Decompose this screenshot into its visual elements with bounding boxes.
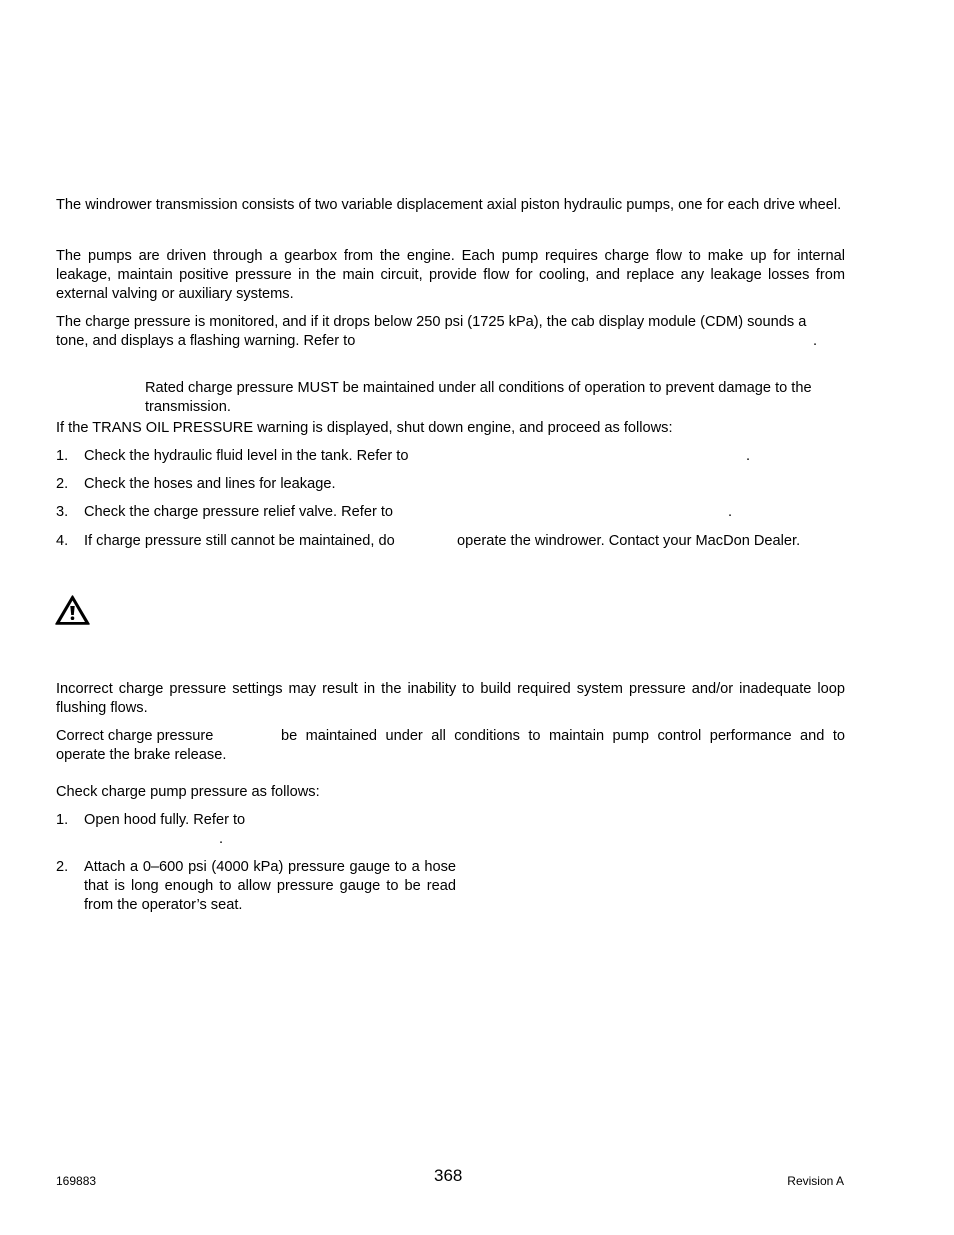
step-end: . [219,831,224,847]
note-text: Rated charge pressure MUST be maintained under all conditions of operation to prevent damage to the transmission. [145,380,812,415]
caution-paragraph-2: be maintained under all conditions to maintain pump control performance and to operate the brake release. [56,728,845,763]
warning-steps-intro: If the TRANS OIL PRESSURE warning is displayed, shut down engine, and proceed as follows: [56,420,673,436]
step-end: . [728,504,733,520]
revision-label: Revision A [787,1174,844,1188]
step-text: Check the charge pressure relief valve. Refer to [84,504,394,520]
intro-paragraph-3: The charge pressure is monitored, and if it drops below 250 psi (1725 kPa), the cab display module (CDM) sounds a tone, and displays a flashing warning. Refer to [56,314,807,349]
step-number: 2. [56,476,69,492]
page-number: 368 [434,1166,463,1185]
step-text: Open hood fully. Refer to [84,812,246,828]
caution-paragraph-1: Incorrect charge pressure settings may result in the inability to build required system pressure and/or inadequate loop flushing flows. [56,681,845,716]
step-text-a: If charge pressure still cannot be maintained, do [84,533,395,549]
step-text: Attach a 0–600 psi (4000 kPa) pressure gauge to a hose that is long enough to allow pressure gauge to be read from the operator’s seat. [84,859,456,913]
step-number: 3. [56,504,69,520]
intro-paragraph-1: The windrower transmission consists of two variable displacement axial piston hydraulic pumps, one for each drive wheel. [56,197,842,213]
step-number: 2. [56,859,69,875]
caution-paragraph-2-start: Correct charge pressure [56,728,214,744]
step-text-b: operate the windrower. Contact your MacDon Dealer. [457,533,801,549]
step-number: 4. [56,533,69,549]
step-text: Check the hydraulic fluid level in the tank. Refer to [84,448,409,464]
step-end: . [746,448,751,464]
step-number: 1. [56,812,69,828]
step-text: Check the hoses and lines for leakage. [84,476,336,492]
intro-paragraph-3-end: . [813,333,818,349]
intro-paragraph-2: The pumps are driven through a gearbox from the engine. Each pump requires charge flow to make up for internal leakage, maintain positive pressure in the main circuit, provide flow for cooling, and replace any leakage losses from external valving or auxiliary systems. [56,248,845,302]
check-intro: Check charge pump pressure as follows: [56,784,320,800]
document-number: 169883 [56,1174,97,1188]
step-number: 1. [56,448,69,464]
warning-triangle-icon [55,595,90,625]
